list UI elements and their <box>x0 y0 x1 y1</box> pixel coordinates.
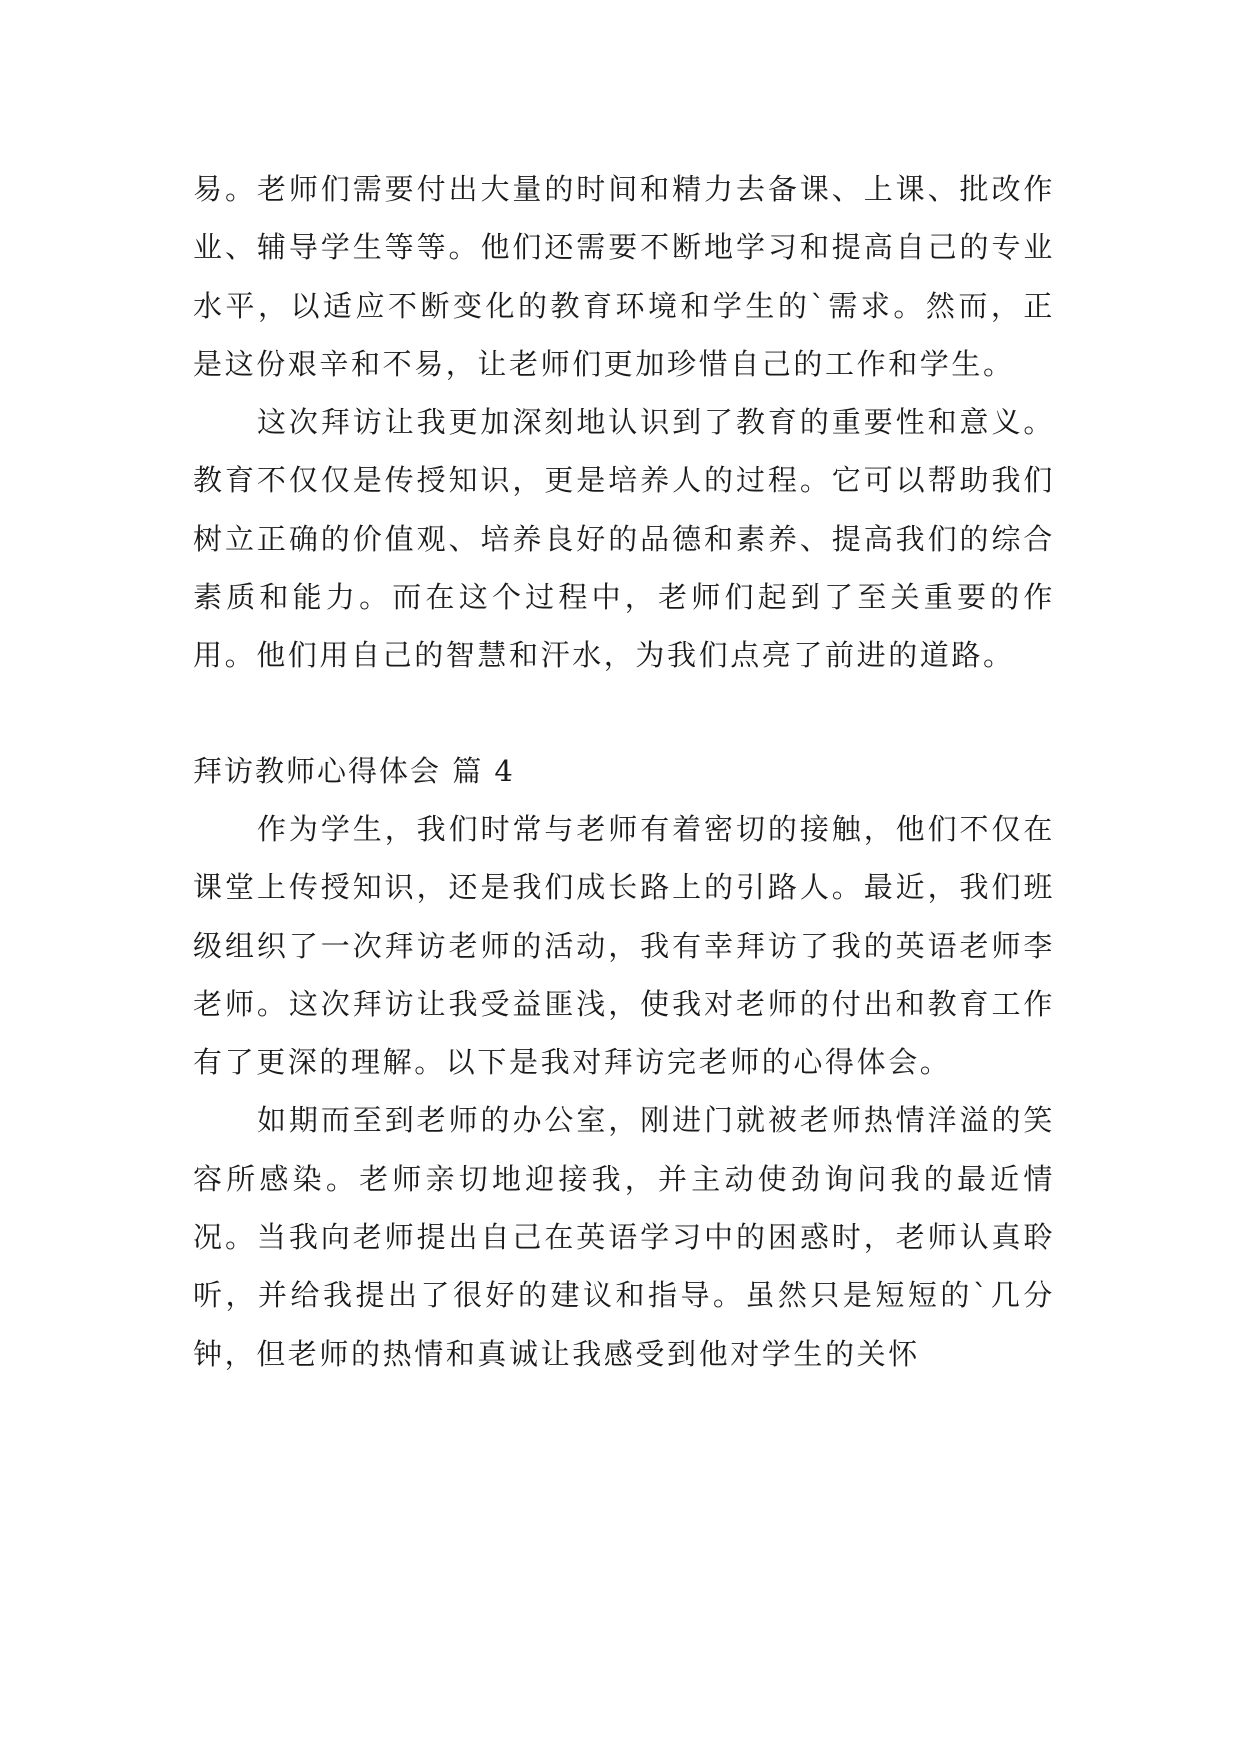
paragraph-continued: 易。老师们需要付出大量的时间和精力去备课、上课、批改作业、辅导学生等等。他们还需要不断地学习和提高自己的专业水平，以适应不断变化的教育环境和学生的`需求。然而，正是这份艰辛和不易，让老师们更加珍惜自己的工作和学生。 <box>193 172 1055 381</box>
paragraph-education-meaning: 这次拜访让我更加深刻地认识到了教育的重要性和意义。教育不仅仅是传授知识，更是培养人的过程。它可以帮助我们树立正确的价值观、培养良好的品德和素养、提高我们的综合素质和能力。而在这个过程中，老师们起到了至关重要的作用。他们用自己的智慧和汗水，为我们点亮了前进的道路。 <box>193 405 1055 673</box>
paragraph-intro: 作为学生，我们时常与老师有着密切的接触，他们不仅在课堂上传授知识，还是我们成长路上的引路人。最近，我们班级组织了一次拜访老师的活动，我有幸拜访了我的英语老师李老师。这次拜访让我受益匪浅，使我对老师的付出和教育工作有了更深的理解。以下是我对拜访完老师的心得体会。 <box>193 811 1055 1080</box>
document-body <box>193 160 1055 1383</box>
section-heading: 拜访教师心得体会 篇 4 <box>193 753 515 788</box>
paragraph-office-visit: 如期而至到老师的办公室，刚进门就被老师热情洋溢的笑容所感染。老师亲切地迎接我，并主动使劲询问我的最近情况。当我向老师提出自己在英语学习中的困惑时，老师认真聆听，并给我提出了很好的建议和指导。虽然只是短短的`几分钟，但老师的热情和真诚让我感受到他对学生的关怀 <box>193 1103 1055 1371</box>
